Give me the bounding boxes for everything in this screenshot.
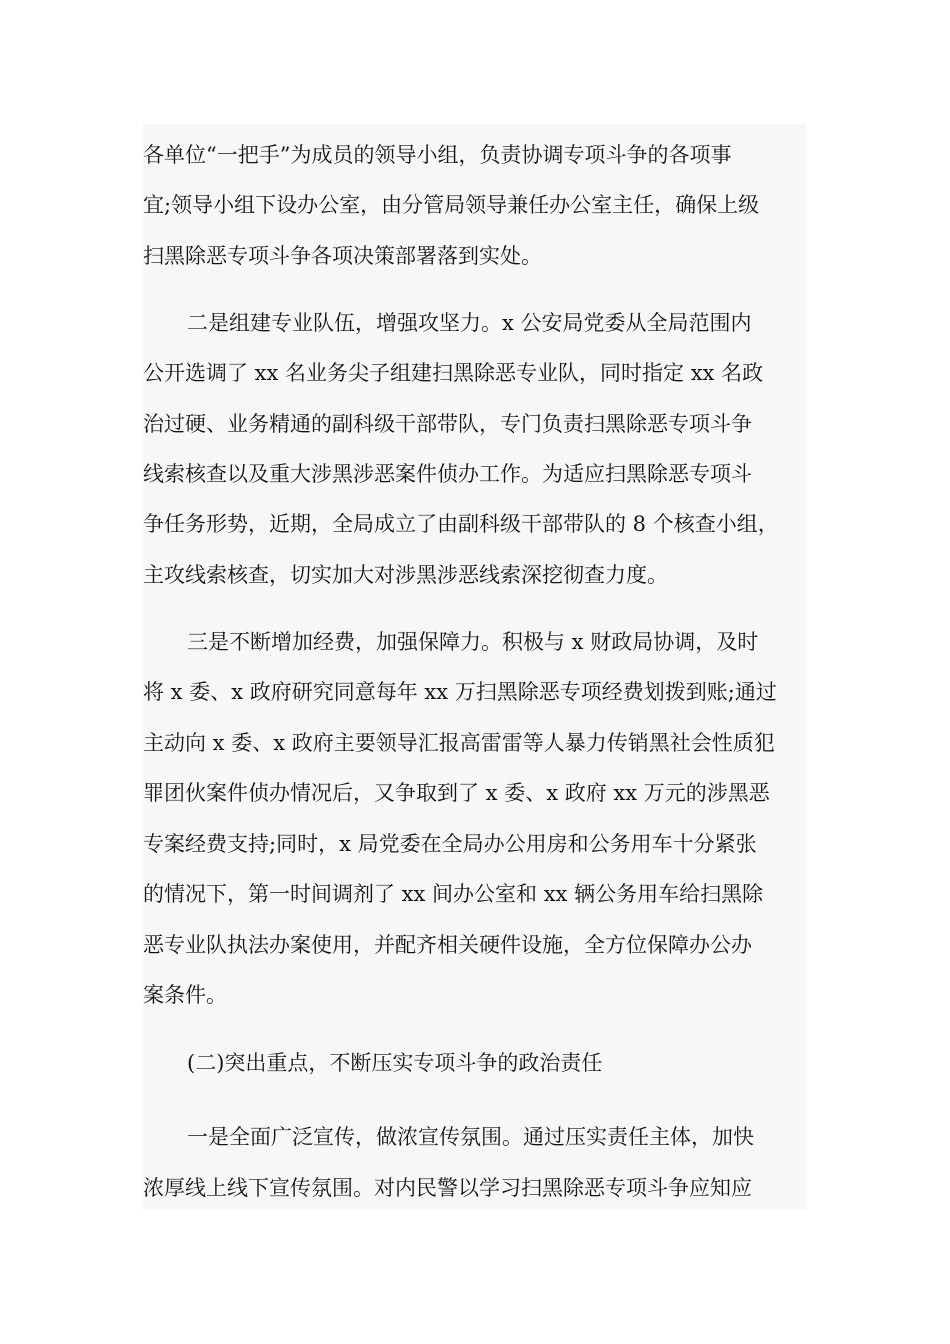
paragraph-3-line-8: 案条件。 [143,983,227,1007]
paragraph-2-line-5: 争任务形势，近期，全局成立了由副科级干部带队的 8 个核查小组， [143,512,779,536]
paragraph-2-line-3: 治过硬、业务精通的副科级干部带队，专门负责扫黑除恶专项斗争 [143,412,752,436]
paragraph-3-line-1: 三是不断增加经费，加强保障力。积极与 x 财政局协调，及时 [187,630,759,654]
paragraph-2-line-2: 公开选调了 xx 名业务尖子组建扫黑除恶专业队，同时指定 xx 名政 [143,361,764,385]
paragraph-3-line-2: 将 x 委、x 政府研究同意每年 xx 万扫黑除恶专项经费划拨到账;通过 [143,680,777,704]
document-text-block [143,124,806,1210]
paragraph-5-line-1: 一是全面广泛宣传，做浓宣传氛围。通过压实责任主体，加快 [187,1125,754,1149]
paragraph-3-line-6: 的情况下，第一时间调剂了 xx 间办公室和 xx 辆公务用车给扫黑除 [143,882,764,906]
paragraph-5-line-2: 浓厚线上线下宣传氛围。对内民警以学习扫黑除恶专项斗争应知应 [143,1176,752,1200]
paragraph-3-line-5: 专案经费支持;同时，x 局党委在全局办公用房和公务用车十分紧张 [143,832,757,856]
section-heading: (二)突出重点，不断压实专项斗争的政治责任 [187,1051,603,1075]
paragraph-2-line-4: 线索核查以及重大涉黑涉恶案件侦办工作。为适应扫黑除恶专项斗 [143,462,752,486]
paragraph-1-line-1: 各单位“一把手”为成员的领导小组，负责协调专项斗争的各项事 [143,143,732,167]
paragraph-2-line-1: 二是组建专业队伍，增强攻坚力。x 公安局党委从全局范围内 [187,311,752,335]
paragraph-3-line-7: 恶专业队执法办案使用，并配齐相关硬件设施，全方位保障办公办 [143,933,752,957]
paragraph-3-line-4: 罪团伙案件侦办情况后，又争取到了 x 委、x 政府 xx 万元的涉黑恶 [143,781,770,805]
paragraph-1-line-3: 扫黑除恶专项斗争各项决策部署落到实处。 [143,244,542,268]
paragraph-2-line-6: 主攻线索核查，切实加大对涉黑涉恶线索深挖彻查力度。 [143,563,668,587]
paragraph-1-line-2: 宜;领导小组下设办公室，由分管局领导兼任办公室主任，确保上级 [143,193,760,217]
paragraph-3-line-3: 主动向 x 委、x 政府主要领导汇报高雷雷等人暴力传销黑社会性质犯 [143,731,775,755]
